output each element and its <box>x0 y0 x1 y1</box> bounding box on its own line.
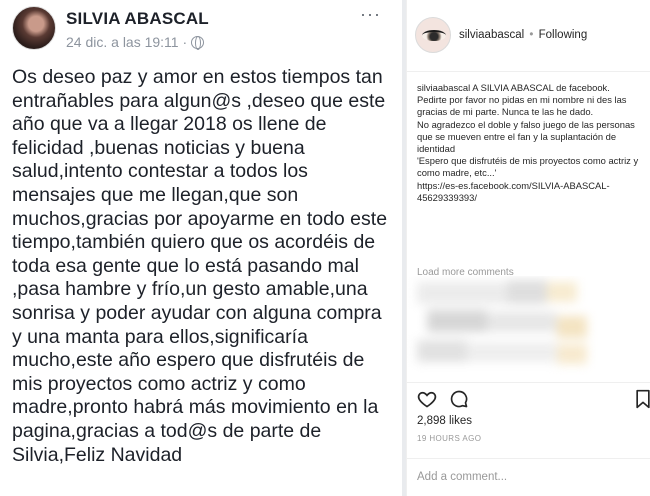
more-options-icon[interactable]: ··· <box>360 4 381 24</box>
add-comment-bar <box>407 458 650 496</box>
caption-line: No agradezco el doble y falso juego de las personas que se mueven entre el fan y la suplantación de identidad <box>417 118 635 155</box>
comment-icon[interactable] <box>449 389 469 409</box>
instagram-post <box>406 0 650 496</box>
instagram-caption <box>417 82 645 204</box>
following-button[interactable]: Following <box>538 29 588 41</box>
author-avatar[interactable] <box>12 6 56 50</box>
globe-icon <box>191 36 204 49</box>
caption-link[interactable]: https://es-es.facebook.com/SILVIA-ABASCAL-45629339393/ <box>417 179 610 203</box>
eye-icon <box>422 30 446 41</box>
post-date[interactable]: 24 dic. a las 19:11 · <box>66 34 188 50</box>
author-name[interactable]: SILVIA ABASCAL <box>66 9 209 28</box>
post-text: Os deseo paz y amor en estos tiempos tan entrañables para algun@s ,deseo que este año que va a llegar 2018 os llene de felicidad ,buenas noticias y buena salud,intento contestar a todos los mensajes que me llegan,que son muchos,gracias por apoyarme en todo este tiempo,también quiero que os acordéis de toda esa gente que lo está pasando mal ,pasa hambre y frío,un gesto amable,una sonrisa y poder ayudar con alguna compra y una manta para ellos,significaría mucho,este año espero que disfrutéis de mis proyectos como actriz y como madre,pronto habrá más movimiento en la pagina,gracias a tod@s de parte de Silvia,Feliz Navidad <box>12 66 388 466</box>
instagram-header <box>407 0 650 72</box>
instagram-avatar[interactable] <box>415 17 451 53</box>
instagram-actions <box>407 382 650 412</box>
blurred-comments <box>407 276 650 376</box>
post-time: 19 HOURS AGO <box>417 434 482 443</box>
caption-line: Pedirte por favor no pidas en mi nombre ni des las gracias de mi parte. Nunca te las he dado. <box>417 94 627 118</box>
instagram-username[interactable]: silviaabascal <box>459 29 525 41</box>
load-more-comments[interactable]: Load more comments <box>417 267 514 278</box>
post-meta <box>66 34 204 50</box>
likes-count[interactable]: 2,898 likes <box>417 415 472 427</box>
caption-line: silviaabascal A SILVIA ABASCAL de facebook. <box>417 82 610 93</box>
add-comment-input[interactable] <box>417 471 637 483</box>
caption-line: 'Espero que disfrutéis de mis proyectos como actriz y como madre, etc...' <box>417 155 639 179</box>
bookmark-icon[interactable] <box>635 389 650 409</box>
heart-icon[interactable] <box>417 389 437 409</box>
pixelated-region <box>407 276 650 376</box>
separator-dot: • <box>529 29 534 41</box>
instagram-user-line <box>459 29 587 41</box>
